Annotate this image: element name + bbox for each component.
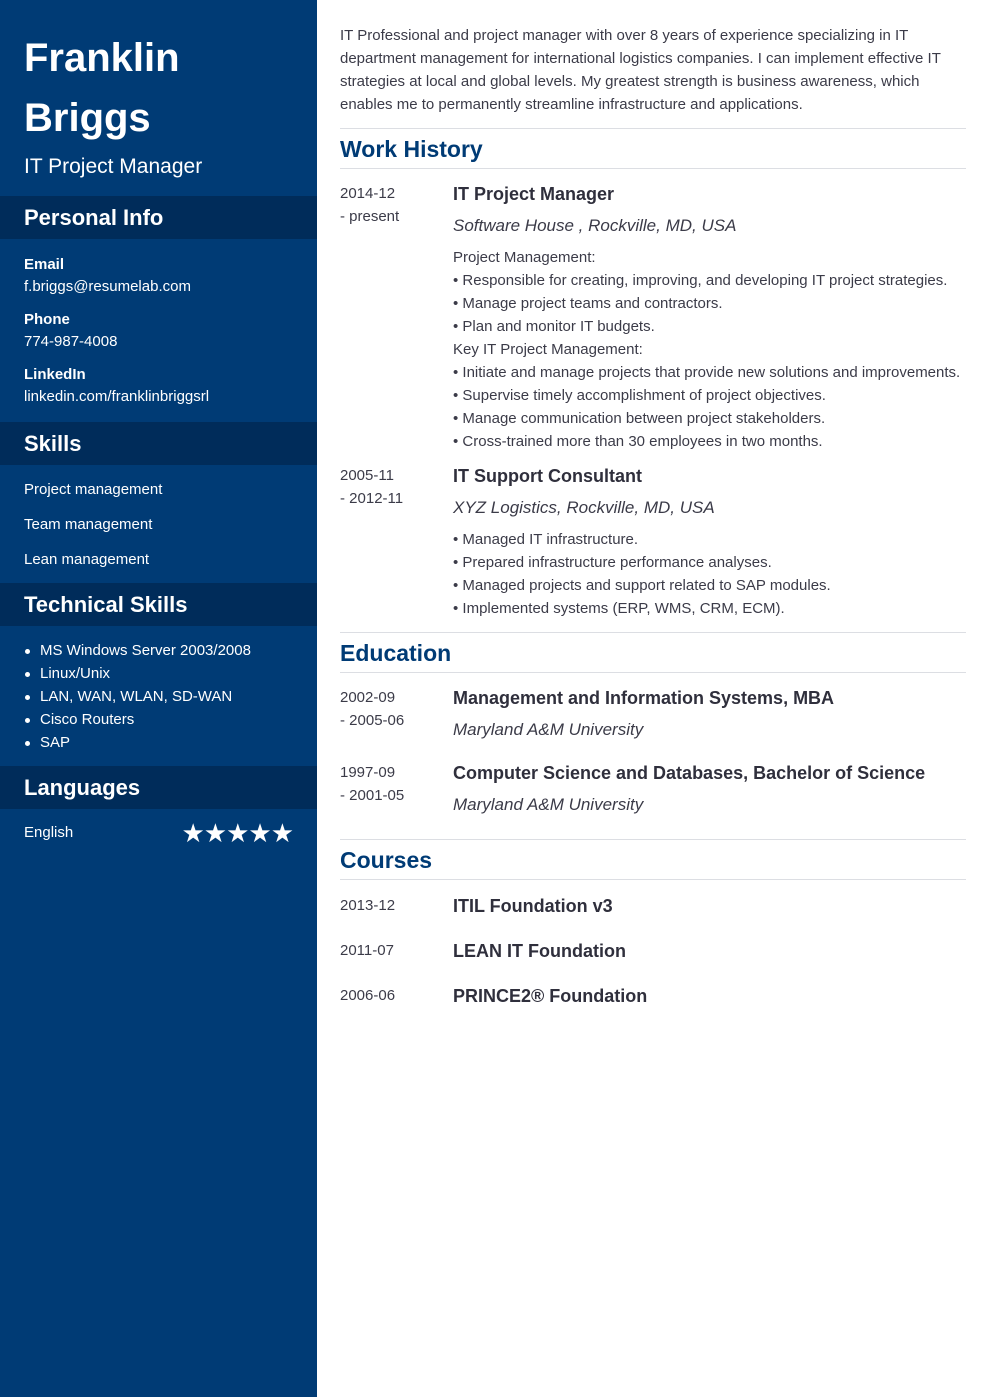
- school-name: Maryland A&M University: [453, 795, 644, 814]
- date-end: - 2012-11: [340, 490, 404, 507]
- personal-info-heading: Personal Info: [0, 196, 317, 239]
- course-title: ITIL Foundation v3: [453, 896, 613, 916]
- description-line: • Implemented systems (ERP, WMS, CRM, ECM).: [453, 600, 785, 617]
- work-title: IT Support Consultant: [453, 466, 642, 486]
- date-end: - 2005-06: [340, 712, 405, 729]
- school-name: Maryland A&M University: [453, 720, 644, 739]
- description-line: • Managed projects and support related to SAP modules.: [453, 577, 831, 594]
- degree-title: Management and Information Systems, MBA: [453, 688, 835, 708]
- star-rating-icon: ★★★★★: [181, 818, 293, 848]
- skills-list: [0, 465, 317, 571]
- phone-value[interactable]: 774-987-4008: [24, 333, 118, 350]
- work-date: [340, 182, 453, 453]
- description-line: Key IT Project Management:: [453, 341, 643, 358]
- description-line: • Cross-trained more than 30 employees in two months.: [453, 433, 823, 450]
- email-value[interactable]: f.briggs@resumelab.com: [24, 278, 191, 295]
- degree-title: Computer Science and Databases, Bachelor of Science: [453, 763, 926, 783]
- technical-skill-item: Linux/Unix: [24, 662, 293, 685]
- technical-skill-item: MS Windows Server 2003/2008: [24, 639, 293, 662]
- work-description: [453, 528, 966, 620]
- education-entry: [340, 742, 966, 817]
- email-label: Email: [24, 256, 65, 273]
- work-date: [340, 464, 453, 620]
- profile-summary: IT Professional and project manager with over 8 years of experience specializing in IT department management for international logistics companies. I can implement effective IT strategies at local and global levels. My greatest strength is business awareness, which enables me to permanently streamline infrastructure and applications.: [340, 27, 941, 113]
- course-date: 2006-06: [340, 987, 396, 1004]
- date-end: - present: [340, 208, 400, 225]
- work-description: [453, 246, 966, 453]
- job-title: IT Project Manager: [24, 155, 203, 178]
- course-entry: [340, 963, 966, 1008]
- course-body: [453, 984, 966, 1008]
- date-start: 2002-09: [340, 689, 396, 706]
- course-entry: [340, 918, 966, 963]
- languages-heading: Languages: [0, 766, 317, 809]
- education-entry: [340, 673, 966, 742]
- work-body: [453, 464, 966, 620]
- education-date: [340, 761, 453, 817]
- sidebar: [0, 0, 317, 1397]
- personal-info: [0, 239, 317, 408]
- course-entry: [340, 880, 966, 918]
- date-start: 2014-12: [340, 185, 396, 202]
- date-end: - 2001-05: [340, 787, 405, 804]
- course-body: [453, 939, 966, 963]
- description-line: Project Management:: [453, 249, 596, 266]
- description-line: • Supervise timely accomplishment of project objectives.: [453, 387, 826, 404]
- last-name: Briggs: [24, 96, 151, 140]
- skill-item: Lean management: [24, 551, 150, 568]
- course-title: LEAN IT Foundation: [453, 941, 626, 961]
- education-body: [453, 761, 966, 817]
- work-entry: [340, 453, 966, 620]
- work-title: IT Project Manager: [453, 184, 615, 204]
- candidate-name: [0, 0, 317, 148]
- education-date: [340, 686, 453, 742]
- description-line: • Initiate and manage projects that provide new solutions and improvements.: [453, 364, 961, 381]
- course-body: [453, 894, 966, 918]
- email-item: [24, 254, 293, 298]
- phone-item: [24, 309, 293, 353]
- course-date: 2013-12: [340, 897, 396, 914]
- date-start: 2005-11: [340, 467, 394, 484]
- date-start: 1997-09: [340, 764, 396, 781]
- work-company: Software House , Rockville, MD, USA: [453, 216, 737, 235]
- work-history-heading: Work History: [340, 128, 966, 169]
- technical-skill-item: LAN, WAN, WLAN, SD-WAN: [24, 685, 293, 708]
- work-body: [453, 182, 966, 453]
- skills-heading: Skills: [0, 422, 317, 465]
- main-content: [340, 0, 966, 1008]
- education-body: [453, 686, 966, 742]
- technical-skills-list: [0, 626, 317, 754]
- courses-heading: Courses: [340, 839, 966, 880]
- description-line: • Manage project teams and contractors.: [453, 295, 723, 312]
- description-line: • Manage communication between project stakeholders.: [453, 410, 826, 427]
- description-line: • Prepared infrastructure performance analyses.: [453, 554, 772, 571]
- skill-item: Team management: [24, 516, 153, 533]
- technical-skill-item: Cisco Routers: [24, 708, 293, 731]
- technical-skill-item: SAP: [24, 731, 293, 754]
- course-title: PRINCE2® Foundation: [453, 986, 648, 1006]
- skill-item: Project management: [24, 481, 163, 498]
- education-heading: Education: [340, 632, 966, 673]
- first-name: Franklin: [24, 36, 180, 80]
- description-line: • Plan and monitor IT budgets.: [453, 318, 655, 335]
- language-name: English: [24, 824, 74, 841]
- work-entry: [340, 169, 966, 453]
- language-item: [0, 809, 317, 847]
- course-date: 2011-07: [340, 942, 394, 959]
- linkedin-value[interactable]: linkedin.com/franklinbriggsrl: [24, 388, 210, 405]
- linkedin-item: [24, 364, 293, 408]
- technical-skills-heading: Technical Skills: [0, 583, 317, 626]
- work-company: XYZ Logistics, Rockville, MD, USA: [453, 498, 715, 517]
- description-line: • Responsible for creating, improving, and developing IT project strategies.: [453, 272, 948, 289]
- phone-label: Phone: [24, 311, 70, 328]
- linkedin-label: LinkedIn: [24, 366, 86, 383]
- description-line: • Managed IT infrastructure.: [453, 531, 639, 548]
